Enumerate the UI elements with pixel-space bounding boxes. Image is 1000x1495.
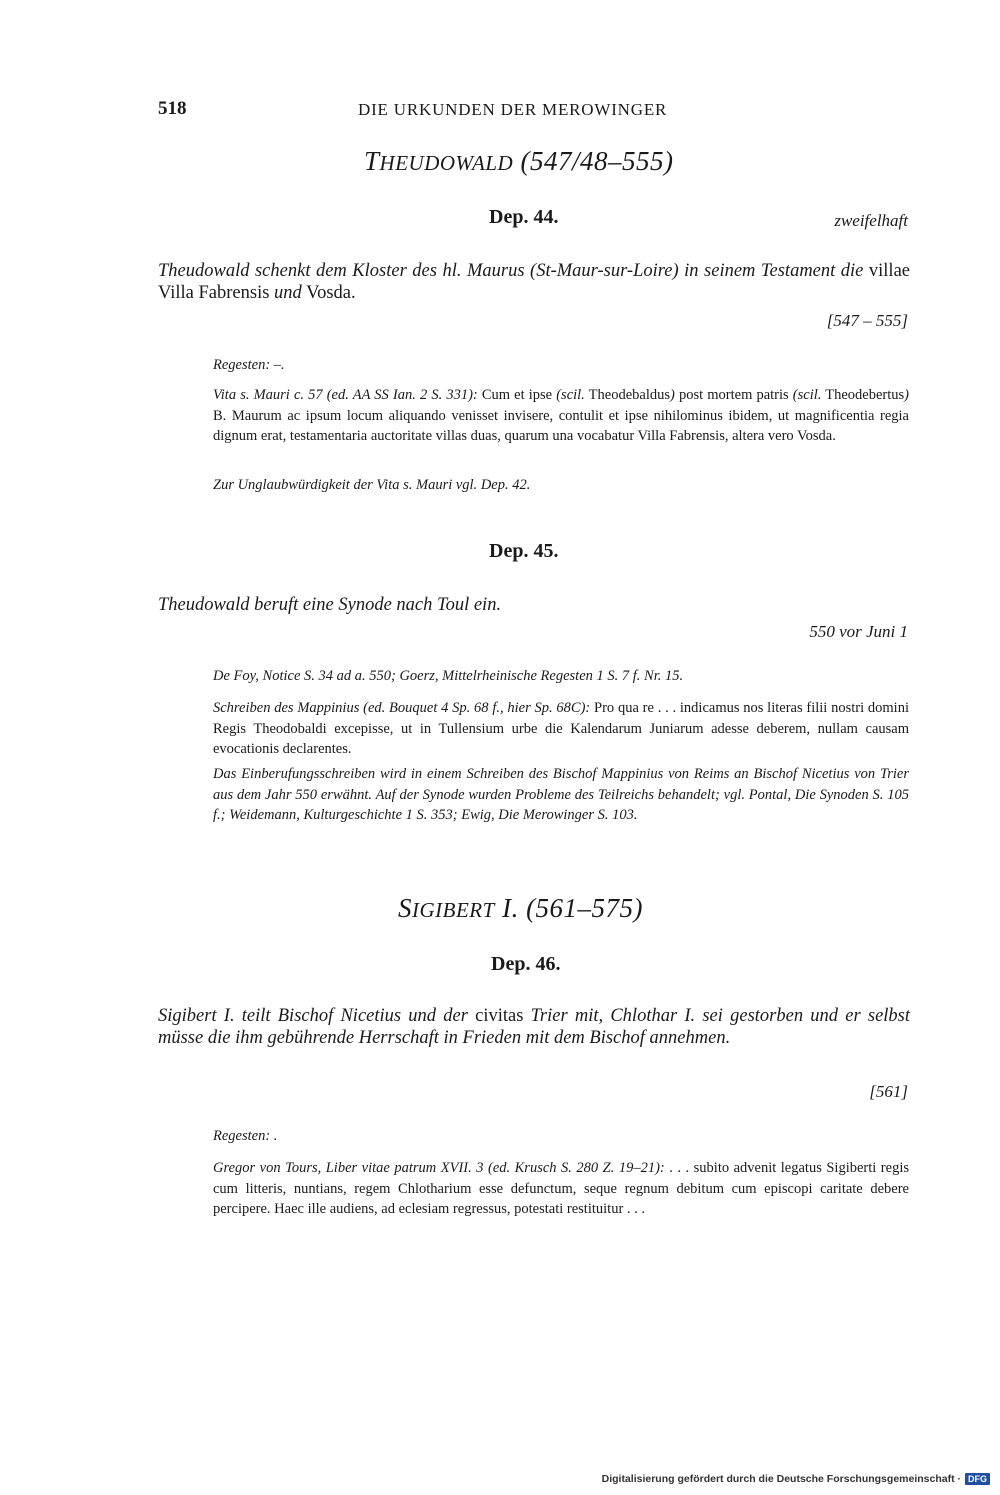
dep-44-status: zweifelhaft — [834, 211, 908, 230]
summary-text: Sigibert I. teilt Bischof Nicetius und der — [158, 1006, 468, 1026]
dep-46-regesten: Regesten: . — [213, 1128, 278, 1144]
ruler-initial: T — [364, 146, 380, 176]
dep-44-summary — [158, 260, 910, 304]
footer-text: Digitalisierung gefördert durch die Deutsche Forschungsgemeinschaft · — [601, 1473, 961, 1485]
ruler-years: I. (561–575) — [494, 893, 644, 923]
source-quote: B. Maurum ac ipsum locum aliquando venisset invisere, contulit et ipse nihilominus ibidem, ut magnificentia regia dignum erat, testamentaria auctoritate villas duas, quarum una vocabatur Villa Fabrensis, altera vero Vosda. — [213, 407, 909, 444]
summary-upright: villae Villa Fabrensis — [158, 261, 910, 303]
dep-45-summary: Theudowald beruft eine Synode nach Toul ein. — [158, 595, 502, 615]
dep-45-date: 550 vor Juni 1 — [809, 622, 908, 641]
dep-46-title: Dep. 46. — [491, 953, 561, 975]
source-citation: Schreiben des Mappinius (ed. Bouquet 4 Sp. 68 f., hier Sp. 68C): — [213, 700, 591, 716]
source-note: ) — [904, 387, 910, 403]
dep-44-comment: Zur Unglaubwürdigkeit der Vita s. Mauri vgl. Dep. 42. — [213, 477, 531, 493]
ruler-years: (547/48–555) — [513, 146, 674, 176]
summary-text: und — [274, 283, 302, 303]
dep-44-regesten: Regesten: –. — [213, 357, 285, 373]
digitization-footer — [602, 1473, 990, 1485]
source-quote: Pro qua re . . . indicamus nos literas filii nostri domini Regis Theodobaldi excepisse, ut in Tullensium urbe die Kalendarum Juniarum adesse deberem, nullam causam evocationis declarentes. — [213, 700, 909, 757]
ruler-smallcaps: HEUDOWALD — [379, 151, 514, 175]
dep-45-refs: De Foy, Notice S. 34 ad a. 550; Goerz, Mittelrheinische Regesten 1 S. 7 f. Nr. 15. — [213, 668, 684, 684]
dep-46-source — [213, 1158, 909, 1220]
source-citation: Vita s. Mauri c. 57 (ed. AA SS Ian. 2 S. 331): — [213, 387, 478, 403]
page-number: 518 — [158, 98, 187, 119]
dep-44-title: Dep. 44. — [489, 206, 559, 228]
dep-45-source — [213, 698, 909, 760]
dfg-logo: DFG — [965, 1473, 990, 1485]
dep-45-comment: Das Einberufungsschreiben wird in einem Schreiben des Bischof Mappinius von Reims an Bischof Nicetius von Trier aus dem Jahr 550 erwähnt. Auf der Synode wurden Probleme des Teilreichs behandelt; vgl. Pontal, Die Synoden S. 105 f.; Weidemann, Kulturgeschichte 1 S. 353; Ewig, Die Merowinger S. 103. — [213, 766, 909, 823]
dep-44-date: [547 – 555] — [826, 311, 908, 330]
summary-text: Theudowald schenkt dem Kloster des hl. Maurus (St-Maur-sur-Loire) in seinem Testament die — [158, 261, 864, 281]
source-quote: Theodebertus — [821, 387, 905, 403]
summary-upright: civitas — [467, 1006, 531, 1026]
dep-45-title: Dep. 45. — [489, 540, 559, 562]
summary-upright: Vosda. — [301, 283, 356, 303]
dep-46-summary — [158, 1005, 910, 1049]
source-note: (scil. — [556, 387, 585, 403]
dep-46-date: [561] — [869, 1082, 908, 1101]
ruler-heading-theudowald — [364, 146, 673, 177]
source-quote: Theodebaldus — [584, 387, 670, 403]
summary-text: Trier mit, Chlothar I. sei gestorben und er selbst müsse die ihm gebührende Herrschaft in Frieden mit dem Bischof annehmen. — [158, 1006, 911, 1048]
ruler-heading-sigibert — [398, 893, 643, 924]
ruler-smallcaps: IGIBERT — [412, 898, 495, 922]
source-note: (scil. — [792, 387, 822, 403]
dep-44-source — [213, 385, 909, 447]
source-quote: Cum et ipse — [477, 387, 557, 403]
source-quote: . . . subito advenit legatus Sigiberti regis cum litteris, nuntians, regem Chlotharium esse defunctum, seque regnum debitum cum episcopi caritate debere percipere. Haec ille audiens, ad eclesiam regressus, potestati restituitur . . . — [213, 1160, 909, 1217]
ruler-initial: S — [398, 893, 412, 923]
running-title: DIE URKUNDEN DER MEROWINGER — [358, 100, 668, 119]
source-citation: Gregor von Tours, Liber vitae patrum XVII. 3 (ed. Krusch S. 280 Z. 19–21): — [213, 1160, 665, 1176]
source-note: ) — [670, 387, 675, 403]
source-quote: post mortem patris — [674, 387, 793, 403]
